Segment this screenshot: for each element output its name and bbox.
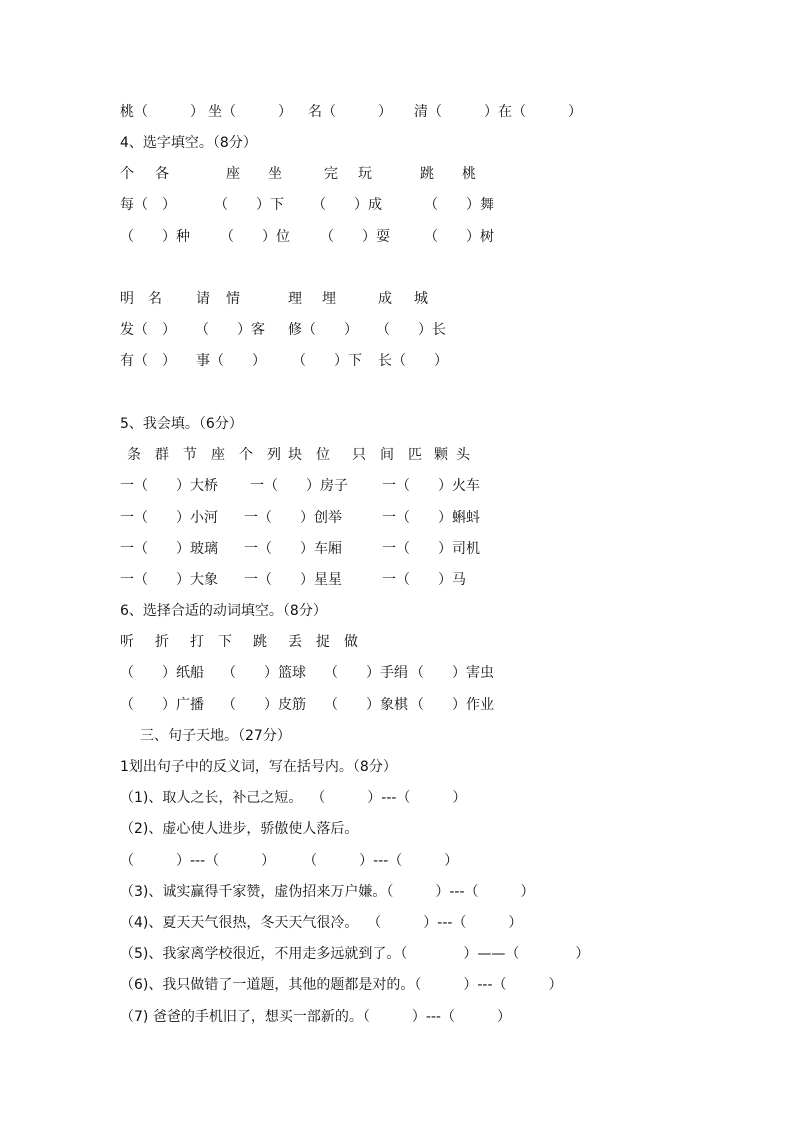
char-option: 条	[127, 447, 141, 463]
fill-item: 发（ ）	[120, 322, 176, 338]
fill-item: 一（ ）大桥	[120, 478, 218, 494]
fill-item: （ ）成	[312, 197, 382, 213]
fill-item: （ ）长	[376, 322, 446, 338]
q6-row	[0, 661, 794, 685]
q5-heading: 5、我会填。（6分）	[120, 416, 243, 432]
char-option: 成	[378, 291, 392, 307]
fill-item: 一（ ）司机	[382, 541, 480, 557]
sentence-item: （5)、我家离学校很近，不用走多远就到了。（ ）——（ ）	[120, 946, 590, 962]
fill-item: （ ）作业	[410, 697, 494, 713]
char-option: 各	[155, 166, 169, 182]
fill-item: 一（ ）车厢	[244, 541, 342, 557]
char-option: 跳	[420, 166, 434, 182]
sentence-item: （4)、夏天天气很热，冬天天气很冷。 （ ）---（ ）	[120, 915, 523, 931]
fill-item: （ ）纸船	[120, 665, 204, 681]
fill-item: 坐（ ）	[208, 104, 292, 120]
fill-item: （ ）客	[195, 322, 265, 338]
answer-blanks: （ ）---（ ） （ ）---（ ）	[120, 853, 459, 869]
char-option: 埋	[322, 291, 336, 307]
char-option: 间	[380, 447, 394, 463]
fill-item: 一（ ）蝌蚪	[382, 510, 480, 526]
fill-item: （ ）下	[214, 197, 284, 213]
verb-option: 捉	[316, 634, 330, 650]
sentence-item: （7) 爸爸的手机旧了，想买一部新的。（ ）---（ ）	[120, 1009, 511, 1025]
verb-option: 折	[155, 634, 169, 650]
fill-item: 一（ ）玻璃	[120, 541, 218, 557]
char-option: 座	[226, 166, 240, 182]
fill-item: 一（ ）小河	[120, 510, 218, 526]
q6-row	[0, 693, 794, 717]
q4-char-options-1	[0, 162, 794, 186]
fill-item: 一（ ）创举	[244, 510, 342, 526]
char-option: 座	[211, 447, 225, 463]
fill-item: （ ）手绢	[324, 665, 408, 681]
q5-row	[0, 506, 794, 530]
fill-item: （ ）下	[292, 353, 362, 369]
fill-item: （ ）树	[424, 229, 494, 245]
fill-item: 一（ ）马	[382, 572, 466, 588]
q5-row	[0, 537, 794, 561]
char-option: 情	[226, 291, 240, 307]
verb-option: 听	[120, 634, 134, 650]
char-option: 群	[155, 447, 169, 463]
verb-option: 下	[218, 634, 232, 650]
q4-char-options-2	[0, 287, 794, 311]
q4-row	[0, 349, 794, 373]
q5-char-options	[0, 443, 794, 467]
char-option: 颗	[434, 447, 448, 463]
fill-item: （ ）舞	[424, 197, 494, 213]
char-option: 个	[239, 447, 253, 463]
verb-option: 打	[190, 634, 204, 650]
char-option: 位	[316, 447, 330, 463]
sentence-item: （1)、取人之长，补己之短。 （ ）---（ ）	[120, 790, 467, 806]
fill-item: （ ）种	[120, 229, 190, 245]
fill-item: 每（ ）	[120, 197, 176, 213]
fill-item: 修（ ）	[288, 322, 358, 338]
section3-q1-heading: 1划出句子中的反义词，写在括号内。（8分）	[120, 759, 397, 775]
fill-item: （ ）位	[220, 229, 290, 245]
fill-item: 一（ ）大象	[120, 572, 218, 588]
q5-row	[0, 568, 794, 592]
q6-verb-options	[0, 630, 794, 654]
char-option: 只	[352, 447, 366, 463]
fill-item: 名（ ）	[308, 104, 392, 120]
verb-option: 丢	[288, 634, 302, 650]
fill-item: 一（ ）星星	[244, 572, 342, 588]
char-option: 头	[456, 447, 470, 463]
q4-row	[0, 193, 794, 217]
fill-item: （ ）耍	[320, 229, 390, 245]
fill-item: （ ）皮筋	[222, 697, 306, 713]
verb-option: 跳	[253, 634, 267, 650]
char-option: 请	[196, 291, 210, 307]
char-option: 个	[120, 166, 134, 182]
fill-item: 一（ ）火车	[382, 478, 480, 494]
char-option: 坐	[268, 166, 282, 182]
fill-item: 长（ ）	[378, 353, 448, 369]
q4-heading: 4、选字填空。（8分）	[120, 135, 257, 151]
fill-item: （ ）篮球	[222, 665, 306, 681]
q4-row	[0, 318, 794, 342]
sentence-item: （3)、诚实赢得千家赞，虚伪招来万户嫌。（ ）---（ ）	[120, 884, 535, 900]
char-option: 列	[267, 447, 281, 463]
fill-item: （ ）广播	[120, 697, 204, 713]
sentence-item: （2)、虚心使人进步，骄傲使人落后。	[120, 821, 359, 837]
char-option: 桃	[462, 166, 476, 182]
char-option: 完	[324, 166, 338, 182]
fill-item: 清（ ）在（ ）	[414, 104, 582, 120]
char-option: 城	[414, 291, 428, 307]
char-option: 块	[288, 447, 302, 463]
fill-item: 一（ ）房子	[250, 478, 348, 494]
verb-option: 做	[344, 634, 358, 650]
fill-item: 桃（ ）	[120, 104, 204, 120]
char-option: 节	[183, 447, 197, 463]
fill-item: 事（ ）	[196, 353, 266, 369]
q4-row	[0, 225, 794, 249]
fill-item: （ ）象棋	[324, 697, 408, 713]
sentence-item: （6)、我只做错了一道题，其他的题都是对的。（ ）---（ ）	[120, 977, 563, 993]
fill-item: 有（ ）	[120, 353, 176, 369]
char-option: 明	[120, 291, 134, 307]
char-option: 匹	[408, 447, 422, 463]
char-option: 名	[148, 291, 162, 307]
char-option: 玩	[358, 166, 372, 182]
char-option: 理	[288, 291, 302, 307]
q5-row	[0, 474, 794, 498]
q6-heading: 6、选择合适的动词填空。（8分）	[120, 603, 327, 619]
section3-heading: 三、句子天地。（27分）	[140, 728, 291, 744]
fill-item: （ ）害虫	[410, 665, 494, 681]
fill-line-peach	[0, 100, 794, 124]
